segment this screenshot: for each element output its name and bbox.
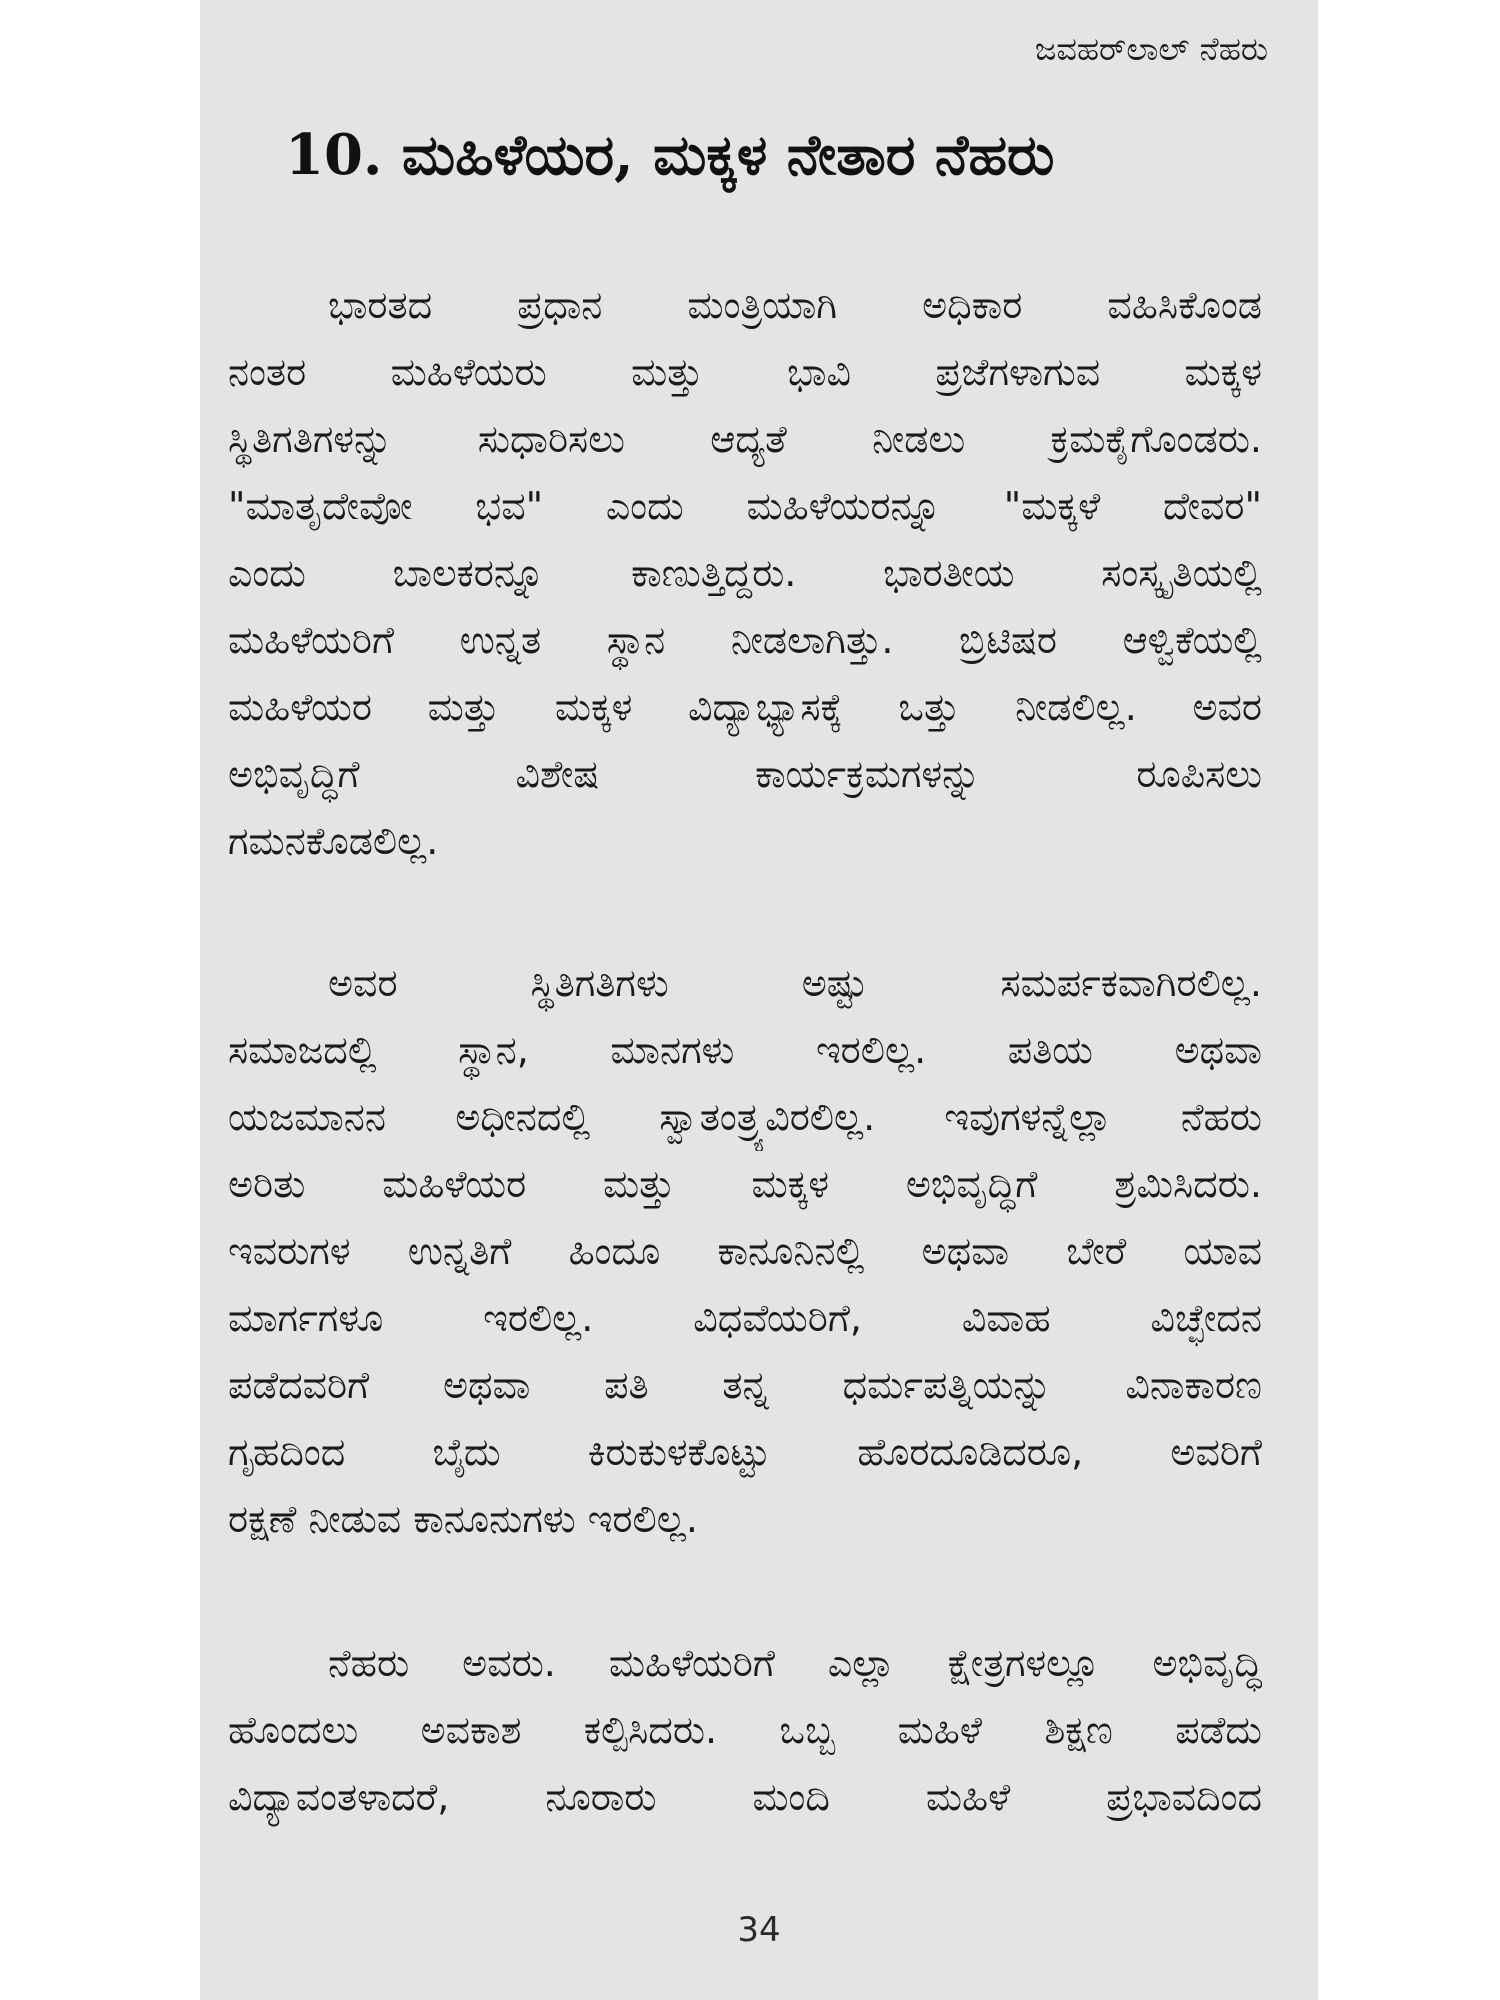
paragraph-2	[228, 950, 1262, 1553]
paragraph-line: ಮಾರ್ಗಗಳೂ ಇರಲಿಲ್ಲ. ವಿಧವೆಯರಿಗೆ, ವಿವಾಹ ವಿಚ್ಛೇದನ	[228, 1296, 1262, 1340]
book-page	[200, 0, 1318, 2000]
paragraph-line: ಅವರ ಸ್ಥಿತಿಗತಿಗಳು ಅಷ್ಟು ಸಮರ್ಪಕವಾಗಿರಲಿಲ್ಲ.	[328, 961, 1262, 1005]
paragraph-line: ವಿದ್ಯಾವಂತಳಾದರೆ, ನೂರಾರು ಮಂದಿ ಮಹಿಳೆ ಪ್ರಭಾವದಿಂದ	[228, 1775, 1262, 1819]
paragraph-line: ಇವರುಗಳ ಉನ್ನತಿಗೆ ಹಿಂದೂ ಕಾನೂನಿನಲ್ಲಿ ಅಥವಾ ಬೇರೆ ಯಾವ	[228, 1229, 1262, 1273]
paragraph-line: ರಕ್ಷಣೆ ನೀಡುವ ಕಾನೂನುಗಳು ಇರಲಿಲ್ಲ.	[228, 1497, 698, 1541]
paragraph-line: ಭಾರತದ ಪ್ರಧಾನ ಮಂತ್ರಿಯಾಗಿ ಅಧಿಕಾರ ವಹಿಸಿಕೊಂಡ	[328, 283, 1262, 327]
paragraph-line: ಮಹಿಳೆಯರಿಗೆ ಉನ್ನತ ಸ್ಥಾನ ನೀಡಲಾಗಿತ್ತು. ಬ್ರಿಟಿಷರ ಆಳ್ವಿಕೆಯಲ್ಲಿ	[228, 618, 1262, 662]
page-number: 34	[737, 1910, 781, 1950]
paragraph-3	[228, 1630, 1262, 1831]
paragraph-line: ಅಭಿವೃದ್ಧಿಗೆ ವಿಶೇಷ ಕಾರ್ಯಕ್ರಮಗಳನ್ನು ರೂಪಿಸಲು	[228, 752, 1262, 796]
paragraph-line: ಗೃಹದಿಂದ ಬೈದು ಕಿರುಕುಳಕೊಟ್ಟು ಹೊರದೂಡಿದರೂ, ಅವರಿಗೆ	[228, 1430, 1262, 1474]
paragraph-line: ನೆಹರು ಅವರು. ಮಹಿಳೆಯರಿಗೆ ಎಲ್ಲಾ ಕ್ಷೇತ್ರಗಳಲ್ಲೂ ಅಭಿವೃದ್ಧಿ	[328, 1641, 1262, 1685]
paragraph-line: ಸ್ಥಿತಿಗತಿಗಳನ್ನು ಸುಧಾರಿಸಲು ಆದ್ಯತೆ ನೀಡಲು ಕ್ರಮಕೈಗೊಂಡರು.	[228, 417, 1262, 461]
paragraph-line: ನಂತರ ಮಹಿಳೆಯರು ಮತ್ತು ಭಾವಿ ಪ್ರಜೆಗಳಾಗುವ ಮಕ್ಕಳ	[228, 350, 1262, 394]
paragraph-1	[228, 272, 1262, 875]
chapter-title: 10. ಮಹಿಳೆಯರ, ಮಕ್ಕಳ ನೇತಾರ ನೆಹರು	[285, 122, 1055, 188]
paragraph-line: ಗಮನಕೊಡಲಿಲ್ಲ.	[228, 819, 439, 863]
paragraph-line: ಹೊಂದಲು ಅವಕಾಶ ಕಲ್ಪಿಸಿದರು. ಒಬ್ಬ ಮಹಿಳೆ ಶಿಕ್ಷಣ ಪಡೆದು	[228, 1708, 1262, 1752]
paragraph-line: ಮಹಿಳೆಯರ ಮತ್ತು ಮಕ್ಕಳ ವಿದ್ಯಾಭ್ಯಾಸಕ್ಕೆ ಒತ್ತು ನೀಡಲಿಲ್ಲ. ಅವರ	[228, 685, 1262, 729]
paragraph-line: ಸಮಾಜದಲ್ಲಿ ಸ್ಥಾನ, ಮಾನಗಳು ಇರಲಿಲ್ಲ. ಪತಿಯ ಅಥವಾ	[228, 1028, 1262, 1072]
paragraph-line: ಎಂದು ಬಾಲಕರನ್ನೂ ಕಾಣುತ್ತಿದ್ದರು. ಭಾರತೀಯ ಸಂಸ್ಕೃತಿಯಲ್ಲಿ	[228, 551, 1262, 595]
paragraph-line: ಪಡೆದವರಿಗೆ ಅಥವಾ ಪತಿ ತನ್ನ ಧರ್ಮಪತ್ನಿಯನ್ನು ವಿನಾಕಾರಣ	[228, 1363, 1262, 1407]
paragraph-line: "ಮಾತೃದೇವೋ ಭವ" ಎಂದು ಮಹಿಳೆಯರನ್ನೂ "ಮಕ್ಕಳೆ ದೇವರ"	[228, 484, 1262, 528]
paragraph-line: ಅರಿತು ಮಹಿಳೆಯರ ಮತ್ತು ಮಕ್ಕಳ ಅಭಿವೃದ್ಧಿಗೆ ಶ್ರಮಿಸಿದರು.	[228, 1162, 1262, 1206]
running-header: ಜವಹರ್‌ಲಾಲ್ ನೆಹರು	[1034, 30, 1268, 68]
paragraph-line: ಯಜಮಾನನ ಅಧೀನದಲ್ಲಿ ಸ್ವಾತಂತ್ರ್ಯವಿರಲಿಲ್ಲ. ಇವುಗಳನ್ನೆಲ್ಲಾ ನೆಹರು	[228, 1095, 1262, 1139]
